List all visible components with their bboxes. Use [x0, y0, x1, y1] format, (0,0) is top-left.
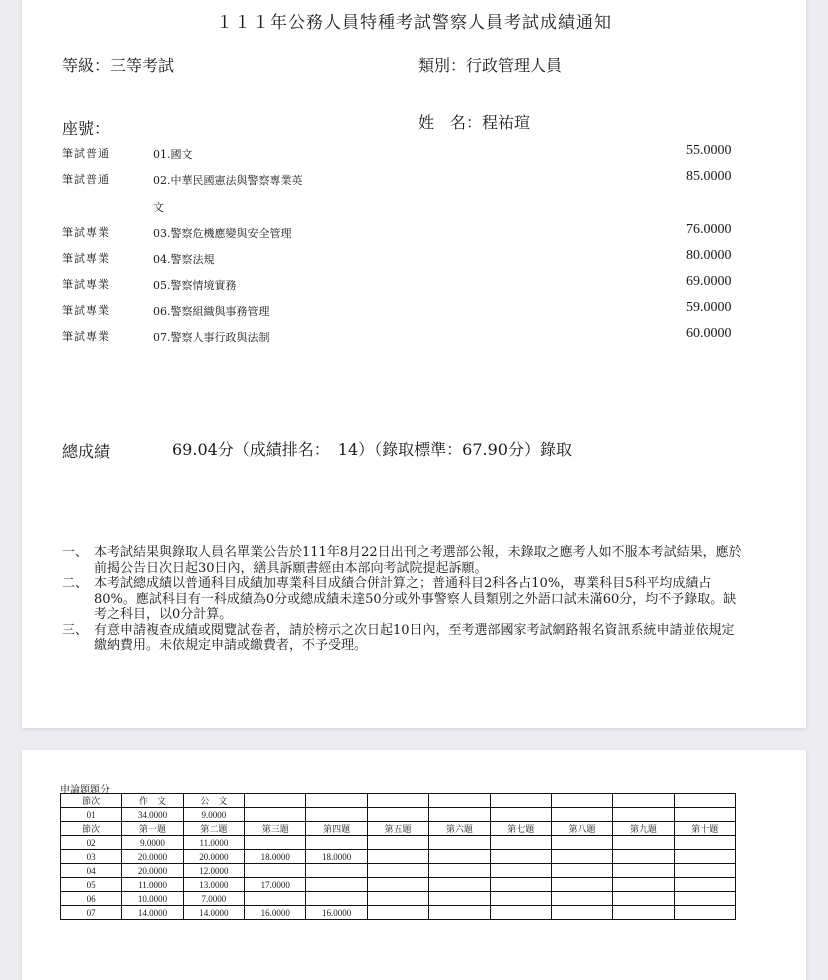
table-cell: 13.0000: [183, 878, 244, 892]
table-cell: [551, 850, 612, 864]
table-cell: [490, 850, 551, 864]
table-cell: [674, 892, 735, 906]
table-cell: [245, 836, 306, 850]
table-row: [61, 836, 736, 850]
table-cell: [613, 794, 674, 808]
table-cell: [551, 906, 612, 920]
table-row: [61, 822, 736, 836]
note-item: 二、 本考試總成績以普通科目成績加專業科目成績合併計算之；普通科目2科各占10%，專業科目5科平均成績占80%。應試科目有一科成績為0分或總成績未達50分或外事警察人員類別之外語口試未滿60分，均不予錄取。缺考之科目，以0分計算。: [62, 576, 737, 622]
table-cell: [429, 794, 490, 808]
table-cell: 03: [61, 850, 122, 864]
table-cell: 第六題: [429, 822, 490, 836]
subject-score: 85.0000: [686, 169, 732, 184]
table-cell: 第四題: [306, 822, 367, 836]
subject-score: 76.0000: [686, 222, 732, 237]
score-notice-page-1: [22, 0, 806, 728]
table-cell: 34.0000: [122, 808, 183, 822]
table-cell: 作 文: [122, 794, 183, 808]
table-cell: [429, 864, 490, 878]
subject-type: 筆試專業: [62, 330, 110, 343]
table-cell: 12.0000: [183, 864, 244, 878]
table-cell: 第九題: [613, 822, 674, 836]
table-cell: [490, 808, 551, 822]
subject-type: 筆試專業: [62, 252, 110, 265]
subject-name: 03.警察危機應變與安全管理: [153, 227, 292, 240]
table-cell: 07: [61, 906, 122, 920]
subject-type: 筆試專業: [62, 304, 110, 317]
table-cell: 9.0000: [183, 808, 244, 822]
table-cell: 05: [61, 878, 122, 892]
table-cell: 01: [61, 808, 122, 822]
table-cell: [367, 864, 428, 878]
table-cell: [613, 808, 674, 822]
table-cell: [490, 906, 551, 920]
table-row: [61, 864, 736, 878]
table-cell: 11.0000: [183, 836, 244, 850]
table-cell: [613, 878, 674, 892]
table-cell: 第三題: [245, 822, 306, 836]
table-cell: [490, 864, 551, 878]
table-cell: 7.0000: [183, 892, 244, 906]
subject-score: 60.0000: [686, 326, 732, 341]
essay-table-caption: 申論題題分: [60, 785, 110, 796]
table-cell: [551, 808, 612, 822]
seat-label: 座號：: [62, 119, 111, 138]
table-cell: 第八題: [551, 822, 612, 836]
table-cell: 14.0000: [122, 906, 183, 920]
table-cell: [674, 836, 735, 850]
table-cell: [429, 878, 490, 892]
subject-name: 07.警察人事行政與法制: [153, 331, 270, 344]
table-row: [61, 892, 736, 906]
table-cell: 節次: [61, 794, 122, 808]
table-cell: [245, 794, 306, 808]
table-cell: [429, 808, 490, 822]
table-cell: [306, 878, 367, 892]
table-row: [61, 794, 736, 808]
subject-name: 04.警察法規: [153, 253, 215, 266]
table-cell: 公 文: [183, 794, 244, 808]
table-cell: [674, 808, 735, 822]
table-cell: [306, 794, 367, 808]
table-cell: [490, 836, 551, 850]
essay-score-table: [60, 793, 736, 920]
table-cell: [613, 892, 674, 906]
table-cell: [367, 794, 428, 808]
table-cell: 17.0000: [245, 878, 306, 892]
table-cell: [367, 892, 428, 906]
subject-type: 筆試專業: [62, 226, 110, 239]
total-score-result: 69.04分（成績排名： 14）（錄取標準：67.90分）錄取: [172, 440, 572, 459]
total-score-label: 總成績: [62, 442, 111, 461]
table-cell: [551, 892, 612, 906]
note-item: 一、 本考試結果與錄取人員名單業公告於111年8月22日出刊之考選部公報，未錄取之應考人如不服本考試結果，應於前揭公告日次日起30日內，繕具訴願書經由本部向考試院提起訴願。: [62, 545, 742, 576]
table-cell: 第一題: [122, 822, 183, 836]
table-cell: [245, 808, 306, 822]
table-cell: [367, 906, 428, 920]
table-cell: 16.0000: [245, 906, 306, 920]
table-cell: [674, 878, 735, 892]
table-cell: [367, 878, 428, 892]
table-cell: 16.0000: [306, 906, 367, 920]
table-cell: 第五題: [367, 822, 428, 836]
subject-score: 59.0000: [686, 300, 732, 315]
table-cell: [306, 864, 367, 878]
table-row: [61, 808, 736, 822]
table-cell: [613, 864, 674, 878]
table-cell: [490, 794, 551, 808]
subject-name-continued: 文: [153, 201, 164, 214]
table-cell: [429, 892, 490, 906]
subject-name: 05.警察情境實務: [153, 279, 237, 292]
table-cell: [429, 906, 490, 920]
note-item: 三、 有意申請複查成績或閱覽試卷者，請於榜示之次日起10日內，至考選部國家考試網路報名資訊系統申請並依規定繳納費用。未依規定申請或繳費者，不予受理。: [62, 622, 735, 653]
subject-type: 筆試普通: [62, 147, 110, 160]
table-cell: 02: [61, 836, 122, 850]
table-cell: 18.0000: [245, 850, 306, 864]
table-cell: [306, 892, 367, 906]
subject-type: 筆試普通: [62, 173, 110, 186]
subject-name: 06.警察組織與事務管理: [153, 305, 270, 318]
subject-score: 80.0000: [686, 248, 732, 263]
table-cell: 06: [61, 892, 122, 906]
table-cell: [551, 864, 612, 878]
table-cell: [245, 892, 306, 906]
name-label: 姓 名：程祐瑄: [418, 113, 531, 132]
table-cell: 第七題: [490, 822, 551, 836]
table-row: [61, 906, 736, 920]
table-cell: 20.0000: [122, 864, 183, 878]
table-cell: 第十題: [674, 822, 735, 836]
subject-score: 69.0000: [686, 274, 732, 289]
subject-type: 筆試專業: [62, 278, 110, 291]
subject-name: 02.中華民國憲法與警察專業英: [153, 174, 303, 187]
table-cell: [490, 892, 551, 906]
table-cell: [613, 850, 674, 864]
table-cell: [367, 808, 428, 822]
table-cell: 11.0000: [122, 878, 183, 892]
table-cell: [551, 836, 612, 850]
table-cell: [367, 850, 428, 864]
grade-label: 等級：三等考試: [62, 56, 175, 75]
table-cell: 20.0000: [122, 850, 183, 864]
table-cell: 14.0000: [183, 906, 244, 920]
table-cell: [613, 836, 674, 850]
table-cell: [551, 878, 612, 892]
table-cell: [490, 878, 551, 892]
table-cell: [613, 906, 674, 920]
subject-score: 55.0000: [686, 143, 732, 158]
table-cell: [245, 864, 306, 878]
subject-name: 01.國文: [153, 148, 193, 161]
table-cell: [674, 794, 735, 808]
score-notice-page-2: [22, 750, 806, 980]
table-cell: [429, 836, 490, 850]
document-title: １１１年公務人員特種考試警察人員考試成績通知: [216, 13, 612, 33]
table-cell: 20.0000: [183, 850, 244, 864]
table-cell: 10.0000: [122, 892, 183, 906]
table-row: [61, 850, 736, 864]
table-cell: [367, 836, 428, 850]
table-cell: [306, 808, 367, 822]
table-cell: [674, 850, 735, 864]
table-cell: 節次: [61, 822, 122, 836]
table-cell: 04: [61, 864, 122, 878]
notes: [62, 545, 742, 654]
category-label: 類別：行政管理人員: [418, 56, 563, 75]
table-cell: 9.0000: [122, 836, 183, 850]
table-cell: [551, 794, 612, 808]
table-cell: [306, 836, 367, 850]
table-cell: [429, 850, 490, 864]
table-cell: 第二題: [183, 822, 244, 836]
table-cell: [674, 864, 735, 878]
table-row: [61, 878, 736, 892]
table-cell: [674, 906, 735, 920]
table-cell: 18.0000: [306, 850, 367, 864]
